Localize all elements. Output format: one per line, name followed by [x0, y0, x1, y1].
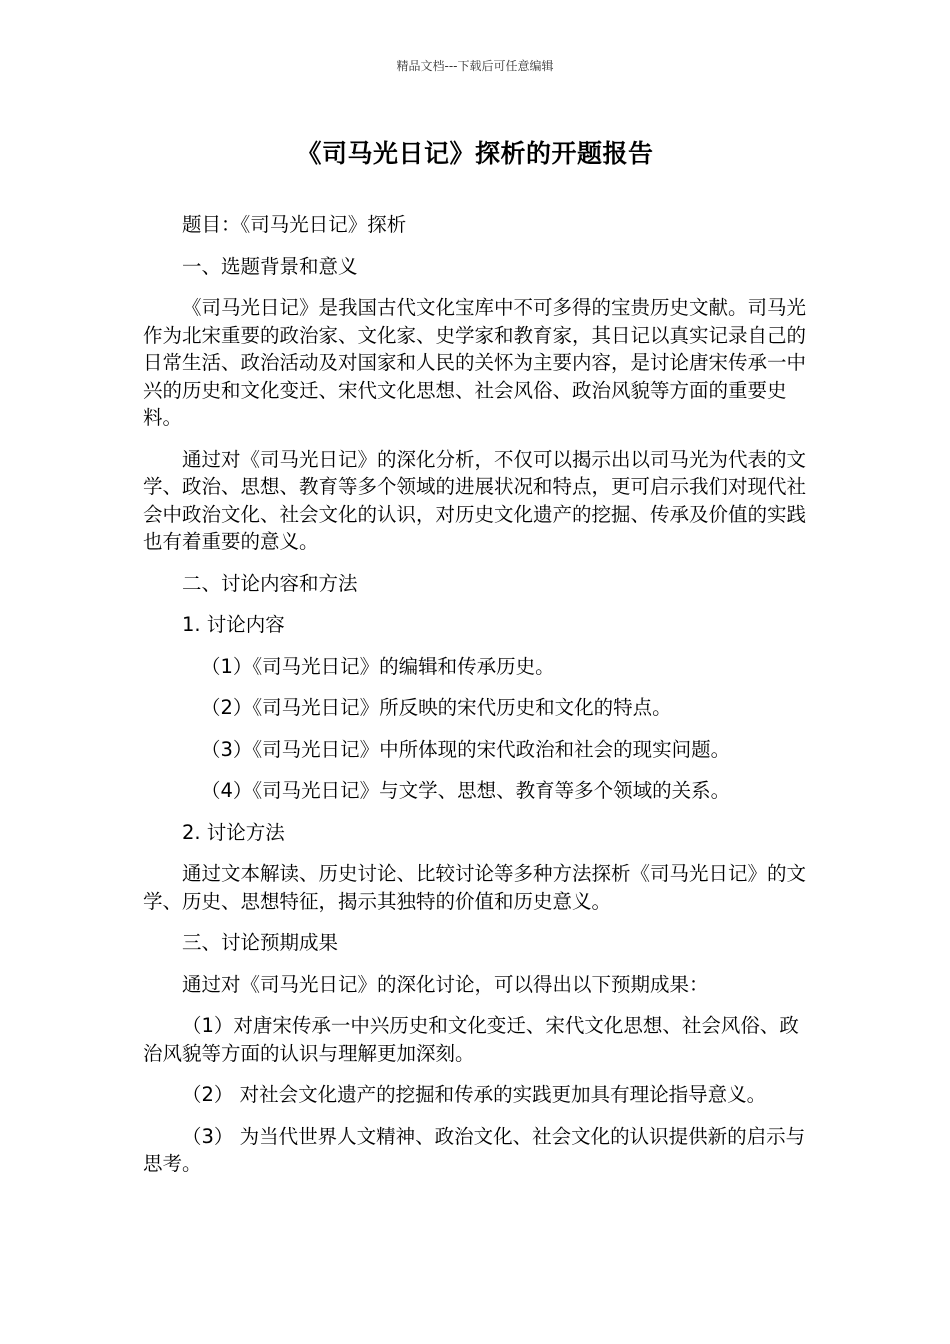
outcome-item-3: （3） 为当代世界人文精神、政治文化、社会文化的认识提供新的启示与思考。 [143, 1124, 806, 1175]
page-header: 精品文档---下载后可任意编辑 [396, 59, 554, 73]
section-1-paragraph-1: 《司马光日记》是我国古代文化宝库中不可多得的宝贵历史文献。司马光作为北宋重要的政治家、文化家、史学家和教育家，其日记以真实记录自己的日常生活、政治活动及对国家和人民的关怀为主要内容，是讨论唐宋传承一中兴的历史和文化变迁、宋代文化思想、社会风俗、政治风貌等方面的重要史料。 [143, 296, 807, 429]
section-1-paragraph-2: 通过对《司马光日记》的深化分析，不仅可以揭示出以司马光为代表的文学、政治、思想、教育等多个领域的进展状况和特点，更可启示我们对现代社会中政治文化、社会文化的认识，对历史文化遗产的挖掘、传承及价值的实践也有着重要的意义。 [143, 447, 807, 553]
content-item-2: （2）《司马光日记》所反映的宋代历史和文化的特点。 [201, 696, 672, 719]
method-paragraph: 通过文本解读、历史讨论、比较讨论等多种方法探析《司马光日记》的文学、历史、思想特征，揭示其独特的价值和历史意义。 [143, 862, 807, 913]
subheading-method: 2. 讨论方法 [182, 820, 285, 844]
outcome-item-2: （2） 对社会文化遗产的挖掘和传承的实践更加具有理论指导意义。 [182, 1083, 767, 1106]
section-3-heading: 三、讨论预期成果 [182, 931, 339, 954]
content-item-3: （3）《司马光日记》中所体现的宋代政治和社会的现实问题。 [201, 737, 731, 761]
content-item-1: （1）《司马光日记》的编辑和传承历史。 [201, 654, 555, 678]
outcome-item-1: （1）对唐宋传承一中兴历史和文化变迁、宋代文化思想、社会风俗、政治风貌等方面的认识与理解更加深刻。 [143, 1014, 799, 1065]
topic-line: 题目：《司马光日记》探析 [182, 213, 407, 236]
content-item-4: （4）《司马光日记》与文学、思想、教育等多个领域的关系。 [201, 779, 731, 802]
section-1-heading: 一、选题背景和意义 [182, 254, 358, 278]
document-body [143, 211, 815, 1192]
document-title: 《司马光日记》探析的开题报告 [296, 139, 654, 168]
outcomes-intro: 通过对《司马光日记》的深化讨论，可以得出以下预期成果： [182, 972, 709, 996]
section-2-heading: 二、讨论内容和方法 [182, 571, 358, 595]
subheading-content: 1. 讨论内容 [182, 613, 285, 636]
